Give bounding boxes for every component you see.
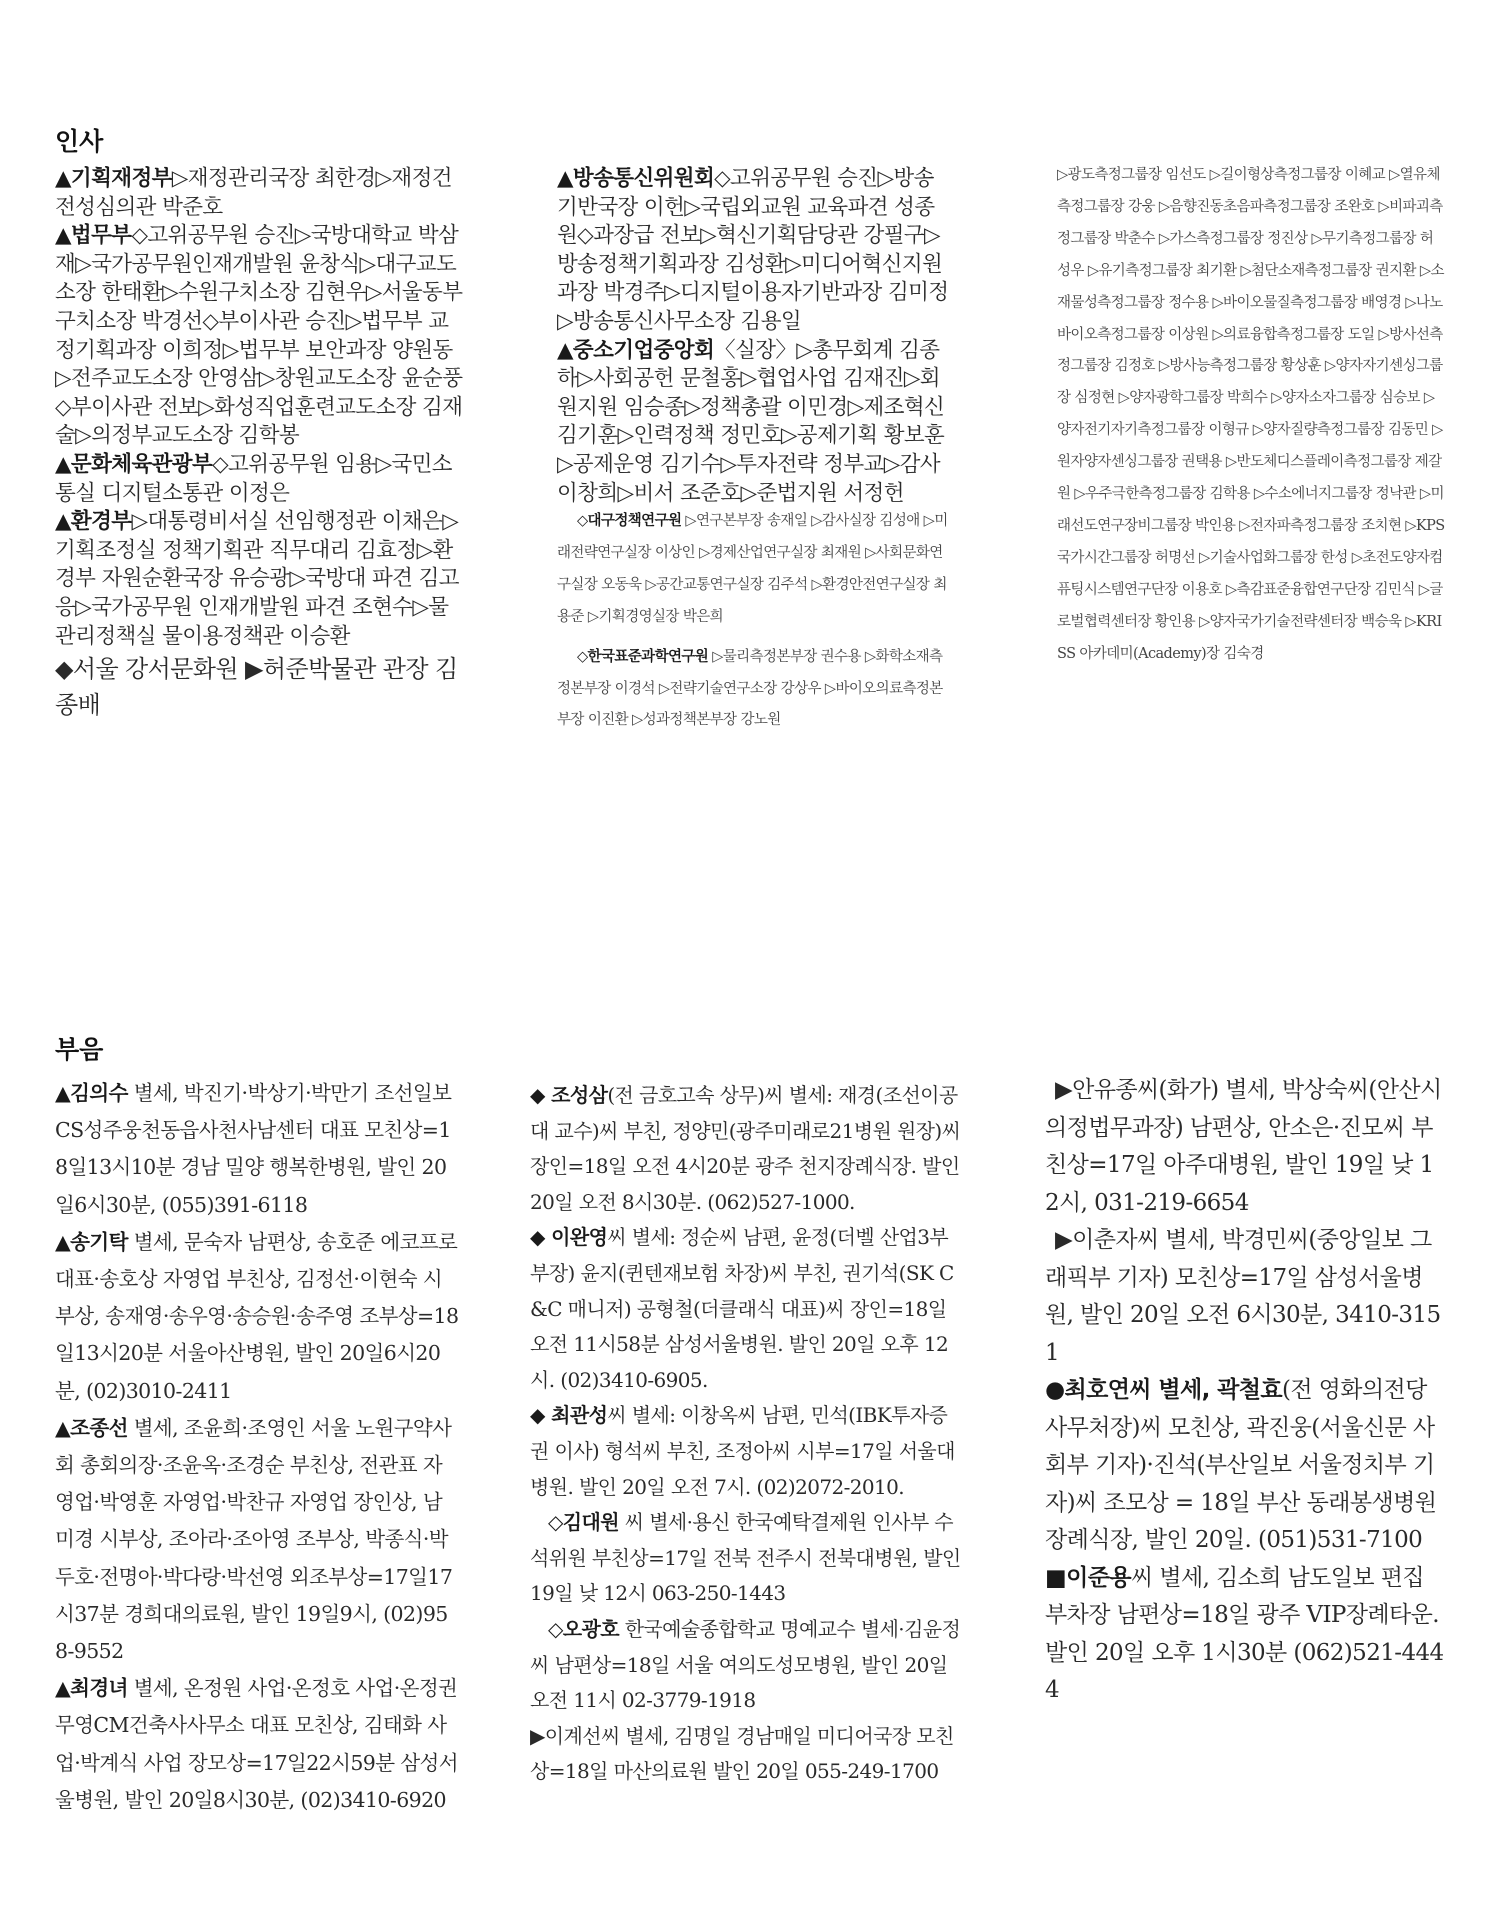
personnel-column-2 bbox=[557, 165, 950, 508]
list-item: ▲송기탁 별세, 문숙자 남편상, 송호준 에코프로 대표·송호상 자영업 부친상, 김정선·이현숙 시부상, 송재영·송우영·송승원·송주영 조부상=18일13시20분 서울아산병원, 발인 20일6시20분, (02)3010-2411 bbox=[55, 1229, 459, 1403]
list-item: ▶안유종씨(화가) 별세, 박상숙씨(안산시의정법무과장) 남편상, 안소은·진모씨 부친상=17일 아주대병원, 발인 19일 낮 12시, 031-219-6654 bbox=[1045, 1077, 1442, 1216]
list-item: ◆ 이완영씨 별세: 정순씨 남편, 윤정(더벨 산업3부 부장) 윤지(퀸텐재보험 차장)씨 부친, 권기석(SK C&C 매니저) 공형철(더클래식 대표)씨 장인=18일 오전 11시58분 삼성서울병원. 발인 20일 오후 12시. (02)3410-6905. bbox=[530, 1225, 954, 1392]
obituary-column-1 bbox=[55, 1075, 460, 1819]
list-item: ▶이춘자씨 별세, 박경민씨(중앙일보 그래픽부 기자) 모친상=17일 삼성서울병원, 발인 20일 오전 6시30분, 3410-3151 bbox=[1045, 1227, 1441, 1366]
list-item: ●최호연씨 별세, 곽철효(전 영화의전당 사무처장)씨 모친상, 곽진웅(서울신문 사회부 기자)·진석(부산일보 서울정치부 기자)씨 조모상 = 18일 부산 동래봉생병원 장례식장, 발인 20일. (051)531-7100 bbox=[1045, 1377, 1437, 1553]
list-item: ▷광도측정그룹장 임선도 ▷길이형상측정그룹장 이혜교 ▷열유체측정그룹장 강웅 ▷음향진동초음파측정그룹장 조완호 ▷비파괴측정그룹장 박춘수 ▷가스측정그룹장 정진상 ▷무기측정그룹장 허성우 ▷유기측정그룹장 최기환 ▷첨단소재측정그룹장 권지환 ▷소재물성측정그룹장 정수용 ▷바이오물질측정그룹장 배영경 ▷나노바이오측정그룹장 이상원 ▷의료융합측정그룹장 도일 ▷방사선측정그룹장 김정호 ▷방사능측정그룹장 황상훈 ▷양자자기센싱그룹장 심정현 ▷양자광학그룹장 박희수 ▷양자소자그룹장 심승보 ▷양자전기자기측정그룹장 이형규 ▷양자질량측정그룹장 김동민 ▷원자양자센싱그룹장 권택용 ▷반도체디스플레이측정그룹장 제갈원 ▷우주극한측정그룹장 김학용 ▷수소에너지그룹장 정낙관 ▷미래선도연구장비그룹장 박인용 ▷전자파측정그룹장 조치현 ▷KPS국가시간그룹장 허명선 ▷기술사업화그룹장 한성 ▷초전도양자컴퓨팅시스템연구단장 이용호 ▷측감표준융합연구단장 김민식 ▷글로벌협력센터장 황인용 ▷양자국가기술전략센터장 백승욱 ▷KRISS 아카데미(Academy)장 김숙경 bbox=[1057, 167, 1445, 662]
list-item: ◆ 최관성씨 별세: 이창옥씨 남편, 민석(IBK투자증권 이사) 형석씨 부친, 조정아씨 시부=17일 서울대병원. 발인 20일 오전 7시. (02)2072-2010. bbox=[530, 1403, 955, 1499]
list-item: ▲중소기업중앙회〈실장〉▷총무회계 김종하▷사회공헌 문철홍▷협업사업 김재진▷회원지원 임승종▷정책총괄 이민경▷제조혁신 김기훈▷인력정책 정민호▷공제기획 황보훈▷공제운영 김기수▷투자전략 정부교▷감사 이창희▷비서 조준호▷준법지원 서정헌 bbox=[557, 337, 945, 506]
list-item: ▶이계선씨 별세, 김명일 경남매일 미디어국장 모친상=18일 마산의료원 발인 20일 055-249-1700 bbox=[530, 1723, 954, 1784]
obituary-column-3 bbox=[1045, 1072, 1445, 1710]
list-item: ◇오광호 한국예술종합학교 명예교수 별세·김윤정 씨 남편상=18일 서울 여의도성모병원, 발인 20일 오전 11시 02-3779-1918 bbox=[530, 1616, 961, 1713]
list-item: ◇대구정책연구원 ▷연구본부장 송재일 ▷감사실장 김성애 ▷미래전략연구실장 이상인 ▷경제산업연구실장 최재원 ▷사회문화연구실장 오동욱 ▷공간교통연구실장 김주석 ▷환경안전연구실장 최용준 ▷기획경영실장 박은희 bbox=[557, 513, 948, 625]
section-heading-obituary: 부음 bbox=[55, 1035, 104, 1064]
list-item: ◆ 조성삼(전 금호고속 상무)씨 별세: 재경(조선이공대 교수)씨 부친, 정양민(광주미래로21병원 원장)씨 장인=18일 오전 4시20분 광주 천지장례식장. 발인 20일 오전 8시30분. (062)527-1000. bbox=[530, 1083, 961, 1214]
list-item: ◆서울 강서문화원 ▶허준박물관 관장 김종배 bbox=[55, 655, 458, 720]
obituary-column-2 bbox=[530, 1078, 965, 1790]
personnel-column-2-small bbox=[557, 506, 950, 737]
list-item: ▲기획재정부▷재정관리국장 최한경▷재정건전성심의관 박준호 bbox=[55, 166, 452, 220]
list-item: ▲조종선 별세, 조윤희·조영인 서울 노원구약사회 총회의장·조윤옥·조경순 부친상, 전관표 자영업·박영훈 자영업·박찬규 자영업 장인상, 남미경 시부상, 조아라·조아영 조부상, 박종식·박두호·전명아·박다랑·박선영 외조부상=17일17시37분 경희대의료원, 발인 19일9시, (02)958-9552 bbox=[55, 1415, 453, 1664]
list-item: ▲김의수 별세, 박진기·박상기·박만기 조선일보 CS성주웅천동읍사천사남센터 대표 모친상=18일13시10분 경남 밀양 행복한병원, 발인 20일6시30분, (055)391-6118 bbox=[55, 1081, 452, 1217]
list-item: ◇한국표준과학연구원 ▷물리측정본부장 권수용 ▷화학소재측정본부장 이경석 ▷전략기술연구소장 강상우 ▷바이오의료측정본부장 이진환 ▷성과정책본부장 강노원 bbox=[557, 648, 943, 729]
list-item: ▲법무부◇고위공무원 승진▷국방대학교 박삼재▷국가공무원인재개발원 윤창식▷대구교도소장 한태환▷수원구치소장 김현우▷서울동부구치소장 박경선◇부이사관 승진▷법무부 교정기획과장 이희정▷법무부 보안과장 양원동▷전주교도소장 안영삼▷창원교도소장 윤순풍◇부이사관 전보▷화성직업훈련교도소장 김재술▷의정부교도소장 김학봉 bbox=[55, 223, 463, 449]
list-item: ◇김대원 씨 별세·용신 한국예탁결제원 인사부 수석위원 부친상=17일 전북 전주시 전북대병원, 발인 19일 낮 12시 063-250-1443 bbox=[530, 1510, 961, 1606]
list-item: ■이준용씨 별세, 김소희 남도일보 편집부차장 남편상=18일 광주 VIP장례타운. 발인 20일 오후 1시30분 (062)521-4444 bbox=[1045, 1564, 1444, 1703]
personnel-column-1 bbox=[55, 165, 465, 723]
personnel-column-3 bbox=[1057, 160, 1445, 671]
list-item: ▲방송통신위원회◇고위공무원 승진▷방송기반국장 이헌▷국립외교원 교육파견 성종원◇과장급 전보▷혁신기획담당관 강필구▷방송정책기획과장 김성환▷미디어혁신지원과장 박경주▷디지털이용자기반과장 김미정▷방송통신사무소장 김용일 bbox=[557, 166, 949, 334]
list-item: ▲문화체육관광부◇고위공무원 임용▷국민소통실 디지털소통관 이정은 bbox=[55, 451, 452, 506]
list-item: ▲최경녀 별세, 온정원 사업·온정호 사업·온정권 무영CM건축사사무소 대표 모친상, 김태화 사업·박계식 사업 장모상=17일22시59분 삼성서울병원, 발인 20일8시30분, (02)3410-6920 bbox=[55, 1676, 458, 1812]
section-heading-personnel: 인사 bbox=[55, 127, 104, 156]
list-item: ▲환경부▷대통령비서실 선임행정관 이채은▷기획조정실 정책기획관 직무대리 김효정▷환경부 자원순환국장 유승광▷국방대 파견 김고응▷국가공무원 인재개발원 파견 조현수▷물관리정책실 물이용정책관 이승환 bbox=[55, 509, 459, 649]
